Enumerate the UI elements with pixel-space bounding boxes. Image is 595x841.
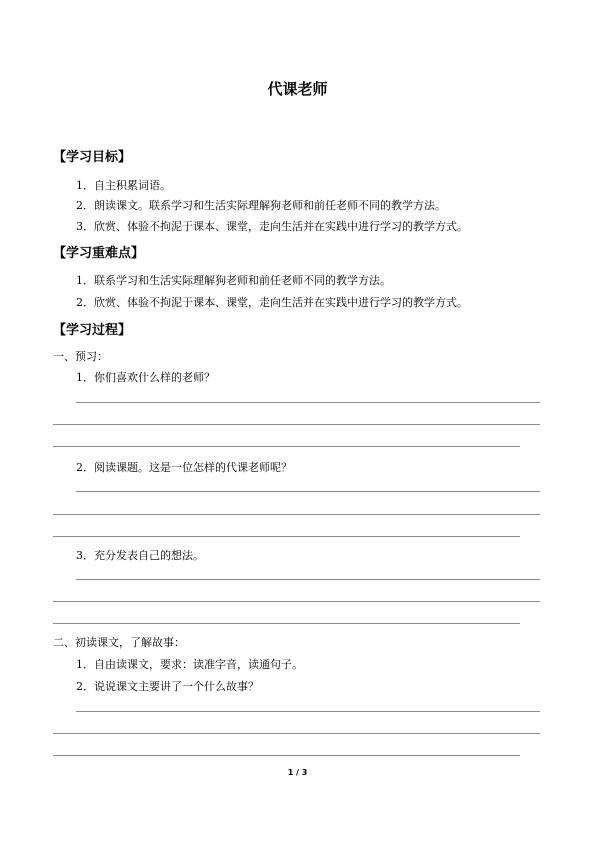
answer-line: [53, 733, 540, 734]
page-title: 代课老师: [267, 80, 328, 98]
preview-question: 2．阅读课题。这是一位怎样的代课老师呢？: [76, 461, 292, 474]
answer-line: [76, 711, 540, 712]
answer-line: [53, 623, 520, 624]
reading-section-label: 二、初读课文，了解故事：: [53, 636, 185, 649]
page-number: 1 / 3: [287, 768, 308, 777]
preview-question: 1．你们喜欢什么样的老师？: [76, 371, 215, 384]
goal-item: 2．朗读课文。联系学习和生活实际理解狗老师和前任老师不同的教学方法。: [76, 199, 446, 212]
preview-question: 3．充分发表自己的想法。: [76, 549, 204, 562]
answer-line: [53, 514, 540, 515]
keypoints-heading: 【学习重难点】: [53, 246, 145, 261]
keypoint-item: 2．欣赏、体验不拘泥于课本、课堂，走向生活并在实践中进行学习的教学方式。: [76, 296, 468, 309]
goal-item: 1．自主积累词语。: [76, 179, 171, 192]
answer-line: [76, 579, 540, 580]
reading-question: 1．自由读课文，要求：读准字音，读通句子。: [76, 658, 303, 671]
goal-item: 3．欣赏、体验不拘泥于课本、课堂，走向生活并在实践中进行学习的教学方式。: [76, 220, 468, 233]
answer-line: [53, 424, 540, 425]
answer-line: [53, 446, 520, 447]
answer-line: [76, 402, 540, 403]
reading-question: 2．说说课文主要讲了一个什么故事？: [76, 680, 259, 693]
answer-line: [76, 491, 540, 492]
keypoint-item: 1．联系学习和生活实际理解狗老师和前任老师不同的教学方法。: [76, 274, 391, 287]
answer-line: [53, 601, 540, 602]
preview-section-label: 一、预习：: [53, 350, 108, 363]
answer-line: [53, 536, 520, 537]
goals-heading: 【学习目标】: [53, 150, 132, 165]
answer-line: [53, 755, 520, 756]
process-heading: 【学习过程】: [53, 323, 132, 338]
